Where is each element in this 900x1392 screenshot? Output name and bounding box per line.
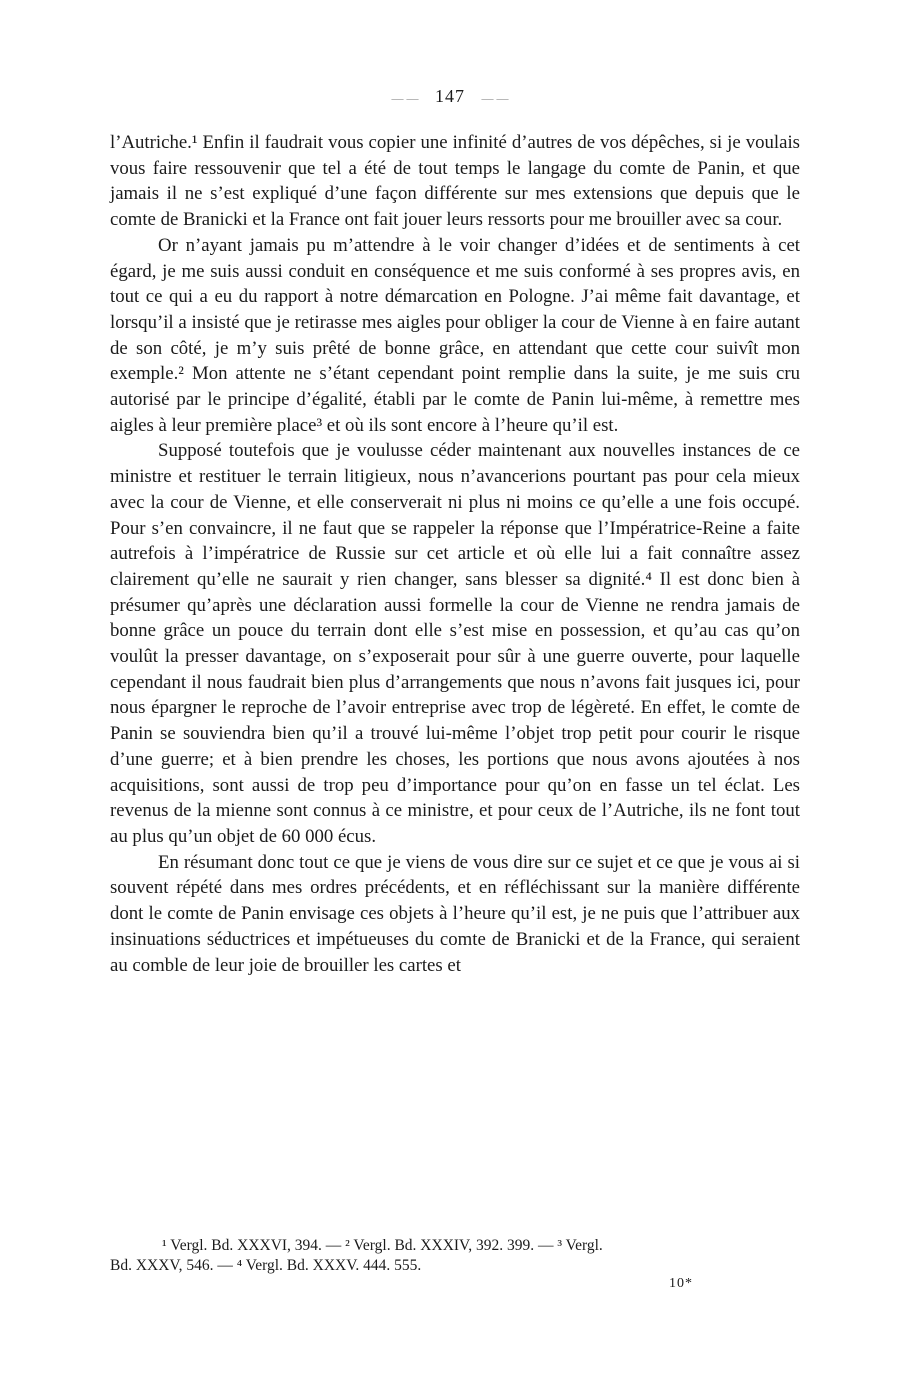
body-text [110, 130, 800, 978]
footnote-line: Bd. XXXV, 546. — ⁴ Vergl. Bd. XXXV. 444. 555. [110, 1257, 422, 1274]
page-number: 147 [435, 86, 465, 106]
paragraph: Or n’ayant jamais pu m’attendre à le voir changer d’idées et de sentiments à cet égard, je me suis aussi conduit en conséquence et me suis conformé à ses propres avis, en tout ce qui a eu du rapport à notre démarcation en Pologne. J’ai même fait davantage, et lorsqu’il a insisté que je retirasse mes aigles pour obliger la cour de Vienne à en faire autant de son côté, je m’y suis prêté de bonne grâce, en attendant que cette cour suivît mon exemple.² Mon attente ne s’étant cependant point remplie dans la suite, je me suis cru autorisé par le principe d’égalité, établi par le comte de Panin lui-même, à remettre mes aigles à leur première place³ et où ils sont encore à l’heure qu’il est. [110, 234, 800, 436]
signature-mark: 10* [669, 1276, 693, 1291]
header-dash-left: — — [391, 91, 419, 105]
paragraph: Supposé toutefois que je voulusse céder maintenant aux nouvelles instances de ce ministre et restituer le terrain litigieux, nous n’avancerions pourtant pas pour cela mieux avec la cour de Vienne, et elle conserverait ni plus ni moins ce qu’elle a une fois occupé. Pour s’en convaincre, il ne faut que se rappeler la réponse que l’Impératrice-Reine a faite autrefois à l’impératrice de Russie sur cet article et où elle lui a fait connaître assez clairement qu’elle ne saurait y rien changer, sans blesser sa dignité.⁴ Il est donc bien à présumer qu’après une déclaration aussi formelle la cour de Vienne ne rendra jamais de bonne grâce un pouce du terrain dont elle s’est mise en possession, et qu’au cas qu’on voulût la presser davantage, on s’exposerait pour sûr à une guerre ouverte, pour laquelle cependant il nous faudrait bien plus d’arrangements que nous n’avons fait jusques ici, pour nous épargner le reproche de l’avoir entreprise avec trop de légèreté. En effet, le comte de Panin se souviendra bien qu’il a trouvé lui-même l’objet trop petit pour courir le risque d’une guerre; et à bien prendre les choses, les portions que nous avons ajoutées à nos acquisitions, sont aussi de trop peu d’importance pour qu’on en fasse un tel éclat. Les revenus de la mienne sont connus à ce ministre, et pour ceux de l’Autriche, ils ne font tout au plus qu’un objet de 60 000 écus. [110, 440, 800, 847]
paragraph: En résumant donc tout ce que je viens de vous dire sur ce sujet et ce que je vous ai si souvent répété dans mes ordres précédents, et en réfléchissant sur la manière différente dont le comte de Panin envisage ces objets à l’heure qu’il est, je ne puis que l’attribuer aux insinuations séductrices et impétueuses du comte de Branicki et de la France, qui seraient au comble de leur joie de brouiller les cartes et [110, 851, 800, 976]
header-dash-right: — — [481, 91, 509, 105]
footnote-line: ¹ Vergl. Bd. XXXVI, 394. — ² Vergl. Bd. XXXIV, 392. 399. — ³ Vergl. [162, 1237, 603, 1254]
paragraph: l’Autriche.¹ Enfin il faudrait vous copier une infinité d’autres de vos dépêches, si je voulais vous faire ressouvenir que tel a été de tout temps le langage du comte de Panin, et que jamais il ne s’est expliqué d’une façon différente sur mes extensions que depuis que le comte de Branicki et la France ont fait jouer leurs ressorts pour me brouiller avec sa cour. [110, 132, 800, 231]
page-header [0, 86, 900, 107]
footnotes [110, 1236, 810, 1276]
